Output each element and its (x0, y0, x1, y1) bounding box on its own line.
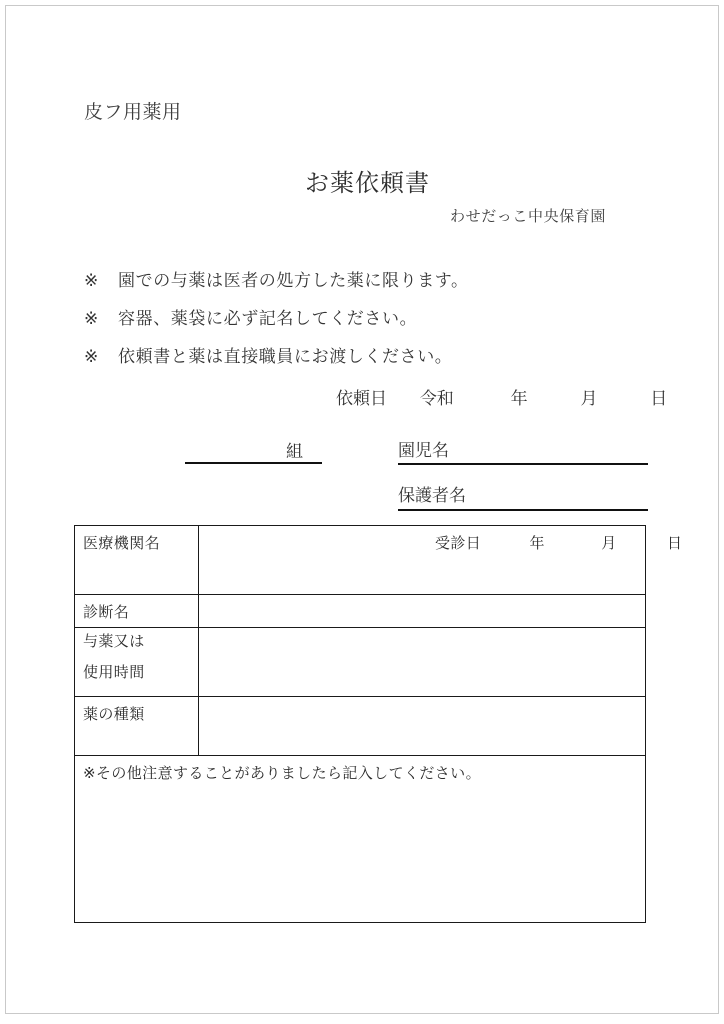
medication-details-table (74, 525, 683, 923)
class-field-label: 組 (286, 442, 303, 462)
note-mark-icon: ※ (84, 309, 99, 329)
request-date-era: 令和 (419, 389, 454, 409)
instruction-notes-list (84, 266, 604, 380)
guardian-name-field-input[interactable] (398, 509, 648, 511)
page-title: お薬依頼書 (305, 169, 430, 197)
request-date-line (336, 384, 667, 409)
table-row (75, 756, 646, 923)
clinic-name-value-cell[interactable] (199, 526, 683, 595)
class-field-input[interactable] (185, 462, 322, 464)
document-category-label: 皮フ用薬用 (84, 101, 182, 123)
child-name-field-label: 園児名 (398, 441, 449, 461)
visit-date-year-unit[interactable]: 年 (529, 534, 545, 552)
request-date-day-unit[interactable]: 日 (650, 389, 668, 409)
request-date-month-unit[interactable]: 月 (580, 389, 598, 409)
administration-timing-label-line1: 与薬又は (83, 632, 145, 650)
instruction-note-text: 依頼書と薬は直接職員にお渡しください。 (118, 347, 453, 367)
diagnosis-value-cell[interactable] (199, 595, 646, 628)
table-row (75, 628, 646, 697)
table-row (75, 697, 646, 756)
request-date-year-unit[interactable]: 年 (510, 389, 528, 409)
table-row (75, 595, 646, 628)
medicine-type-label: 薬の種類 (75, 697, 199, 756)
instruction-note-text: 園での与薬は医者の処方した薬に限ります。 (118, 271, 469, 291)
remarks-note-text: ※その他注意することがありましたら記入してください。 (83, 764, 481, 782)
organization-name: わせだっこ中央保育園 (450, 207, 607, 225)
remarks-cell[interactable] (75, 756, 646, 923)
administration-timing-value-cell[interactable] (199, 628, 646, 697)
visit-date-label: 受診日 (435, 534, 482, 552)
instruction-note-text: 容器、薬袋に必ず記名してください。 (118, 309, 418, 329)
instruction-note-item (84, 266, 604, 291)
administration-timing-label (75, 628, 199, 697)
child-name-field-input[interactable] (398, 463, 648, 465)
visit-date-line (435, 532, 683, 553)
instruction-note-item (84, 304, 604, 329)
guardian-name-field-label: 保護者名 (398, 486, 466, 506)
visit-date-day-unit[interactable]: 日 (667, 534, 683, 552)
medicine-type-value-cell[interactable] (199, 697, 646, 756)
diagnosis-label: 診断名 (75, 595, 199, 628)
note-mark-icon: ※ (84, 347, 99, 367)
visit-date-month-unit[interactable]: 月 (601, 534, 617, 552)
administration-timing-label-line2: 使用時間 (83, 663, 145, 681)
request-date-label: 依頼日 (336, 389, 387, 409)
clinic-name-label: 医療機関名 (75, 526, 199, 595)
table-row (75, 526, 646, 595)
instruction-note-item (84, 342, 604, 367)
note-mark-icon: ※ (84, 271, 99, 291)
